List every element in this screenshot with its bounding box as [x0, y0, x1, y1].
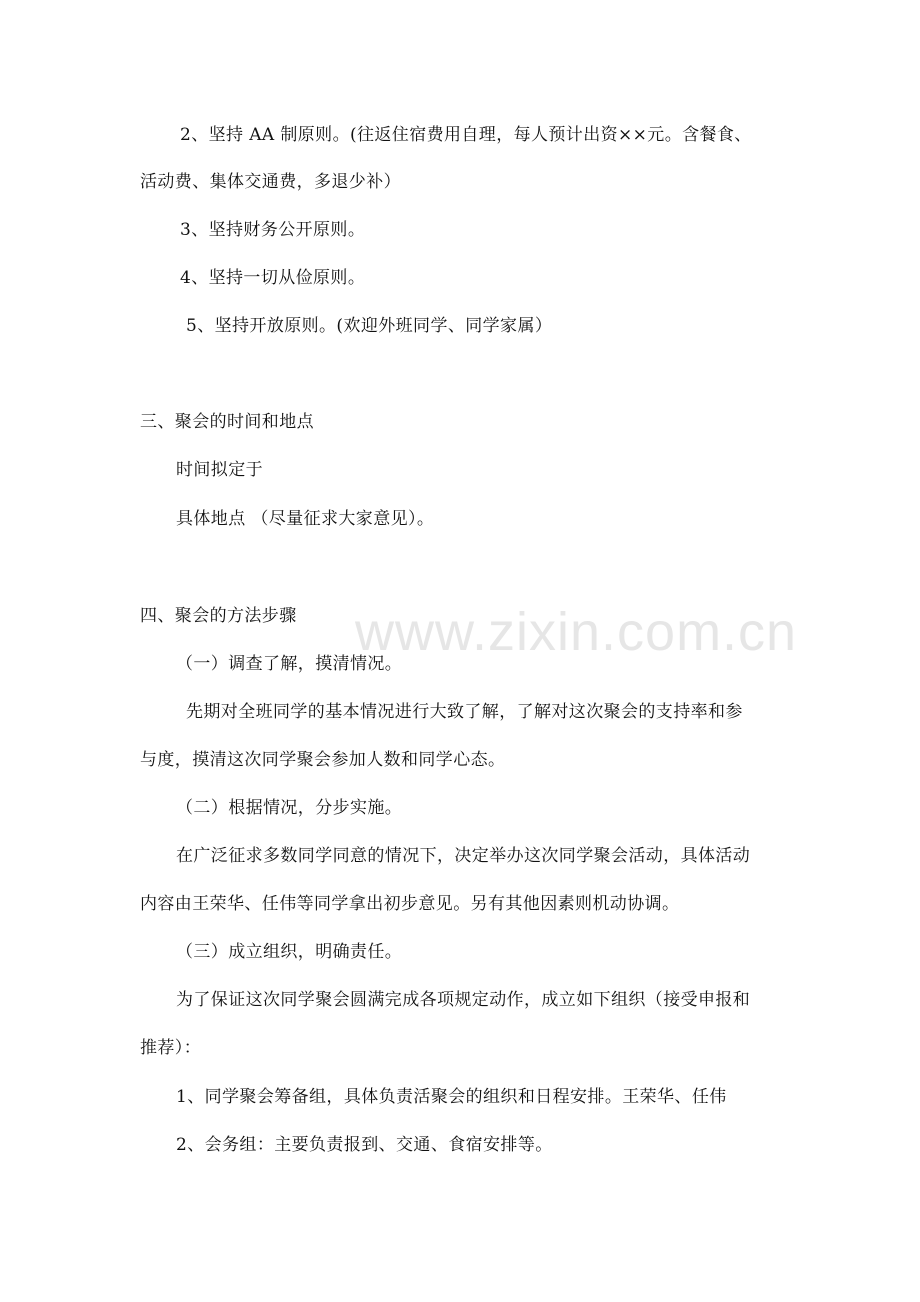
principle-2-line-2: 活动费、集体交通费，多退少补） [140, 172, 401, 192]
section-4-heading: 四、聚会的方法步骤 [140, 606, 297, 626]
step-2-body-line-2: 内容由王荣华、任伟等同学拿出初步意见。另有其他因素则机动协调。 [140, 894, 680, 914]
step-3-body-line-2: 推荐）： [140, 1038, 202, 1058]
principle-3: 3、坚持财务公开原则。 [180, 220, 366, 240]
principle-5: 5、坚持开放原则。(欢迎外班同学、同学家属） [186, 316, 553, 336]
org-item-2: 2、会务组：主要负责报到、交通、食宿安排等。 [176, 1135, 553, 1155]
step-1-heading: （一）调查了解，摸清情况。 [176, 654, 403, 674]
meeting-location: 具体地点 （尽量征求大家意见）。 [176, 509, 435, 529]
section-3-heading: 三、聚会的时间和地点 [140, 412, 314, 432]
step-2-body-line-1: 在广泛征求多数同学同意的情况下，决定举办这次同学聚会活动，具体活动 [176, 846, 751, 866]
watermark: www.zixin.com.cn [355, 602, 798, 662]
principle-4: 4、坚持一切从俭原则。 [180, 268, 366, 288]
principle-2-line-1: 2、坚持 AA 制原则。(往返住宿费用自理，每人预计出资××元。含餐食、 [180, 125, 752, 145]
step-3-body-line-1: 为了保证这次同学聚会圆满完成各项规定动作，成立如下组织（接受申报和 [176, 990, 751, 1010]
step-2-heading: （二）根据情况，分步实施。 [176, 798, 403, 818]
meeting-time: 时间拟定于 [176, 460, 263, 480]
org-item-1: 1、同学聚会筹备组，具体负责活聚会的组织和日程安排。王荣华、任伟 [176, 1087, 727, 1107]
step-1-body-line-2: 与度，摸清这次同学聚会参加人数和同学心态。 [140, 750, 506, 770]
step-3-heading: （三）成立组织，明确责任。 [176, 942, 403, 962]
step-1-body-line-1: 先期对全班同学的基本情况进行大致了解，了解对这次聚会的支持率和参 [186, 702, 743, 722]
